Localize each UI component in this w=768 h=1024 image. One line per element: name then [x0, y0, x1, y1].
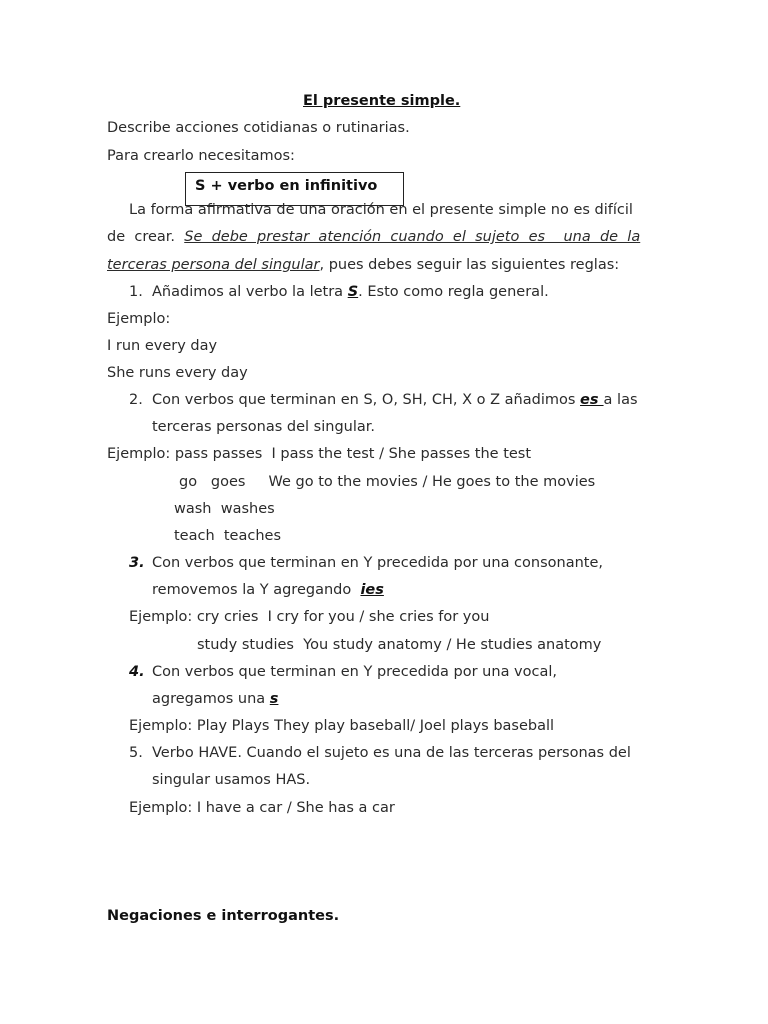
example-2-line-2: go goes We go to the movies / He goes to the movies	[179, 474, 596, 490]
formula-text: S + verbo en infinitivo	[195, 178, 378, 194]
intro-line-1: Describe acciones cotidianas o rutinarias.	[107, 120, 410, 136]
rule-5-line-1: Verbo HAVE. Cuando el sujeto es una de las terceras personas del	[152, 745, 631, 761]
rule-1-text-before: Añadimos al verbo la letra	[152, 284, 348, 300]
rule-2-line-2: terceras personas del singular.	[152, 419, 375, 435]
paragraph-line-3-plain: , pues debes seguir las siguientes reglas:	[319, 257, 620, 273]
rule-2-emphasis: es	[580, 392, 604, 408]
example-1-label: Ejemplo:	[107, 311, 171, 327]
section-2-heading: Negaciones e interrogantes.	[107, 908, 340, 924]
rule-5-number: 5.	[129, 745, 143, 761]
rule-3-number: 3.	[129, 555, 145, 571]
rule-2-text-after: a las	[603, 392, 638, 408]
paragraph-line-2	[107, 228, 640, 246]
rule-4-number: 4.	[129, 664, 145, 680]
rule-4-text-before: agregamos una	[152, 691, 270, 707]
rule-1-number: 1.	[129, 284, 143, 300]
paragraph-line-3	[107, 256, 619, 274]
paragraph-line-3-emphasis: terceras persona del singular	[107, 257, 320, 273]
rule-1-text	[152, 283, 549, 301]
example-3-line-1: Ejemplo: cry cries I cry for you / she cries for you	[129, 609, 490, 625]
rule-3-line-1: Con verbos que terminan en Y precedida por una consonante,	[152, 555, 604, 571]
example-2-line-1: Ejemplo: pass passes I pass the test / She passes the test	[107, 446, 532, 462]
rule-4-line-2	[152, 690, 278, 708]
example-5-line-1: Ejemplo: I have a car / She has a car	[129, 800, 395, 816]
example-4-line-1: Ejemplo: Play Plays They play baseball/ Joel plays baseball	[129, 718, 555, 734]
rule-4-line-1: Con verbos que terminan en Y precedida por una vocal,	[152, 664, 558, 680]
rule-1-text-after: . Esto como regla general.	[358, 284, 549, 300]
rule-2-number: 2.	[129, 392, 143, 408]
example-3-line-2: study studies You study anatomy / He studies anatomy	[197, 637, 602, 653]
example-2-line-4: teach teaches	[174, 528, 282, 544]
paragraph-line-1: La forma afirmativa de una oración en el presente simple no es difícil	[129, 202, 633, 218]
paragraph-line-2-emphasis: Se debe prestar atención cuando el sujeto es una de la	[184, 229, 641, 245]
rule-3-text-before: removemos la Y agregando	[152, 582, 361, 598]
example-1-line-2: She runs every day	[107, 365, 248, 381]
rule-2-line-1	[152, 391, 638, 409]
intro-line-2: Para crearlo necesitamos:	[107, 148, 295, 164]
page-title: El presente simple.	[303, 93, 461, 109]
rule-3-line-2	[152, 581, 384, 599]
rule-4-emphasis: s	[269, 691, 279, 707]
paragraph-line-2-plain: de crear.	[107, 229, 176, 245]
rule-2-text-before: Con verbos que terminan en S, O, SH, CH, X o Z añadimos	[152, 392, 581, 408]
rule-3-emphasis: ies	[360, 582, 384, 598]
example-2-line-3: wash washes	[174, 501, 275, 517]
rule-1-emphasis: S	[347, 284, 359, 300]
rule-5-line-2: singular usamos HAS.	[152, 772, 311, 788]
example-1-line-1: I run every day	[107, 338, 218, 354]
